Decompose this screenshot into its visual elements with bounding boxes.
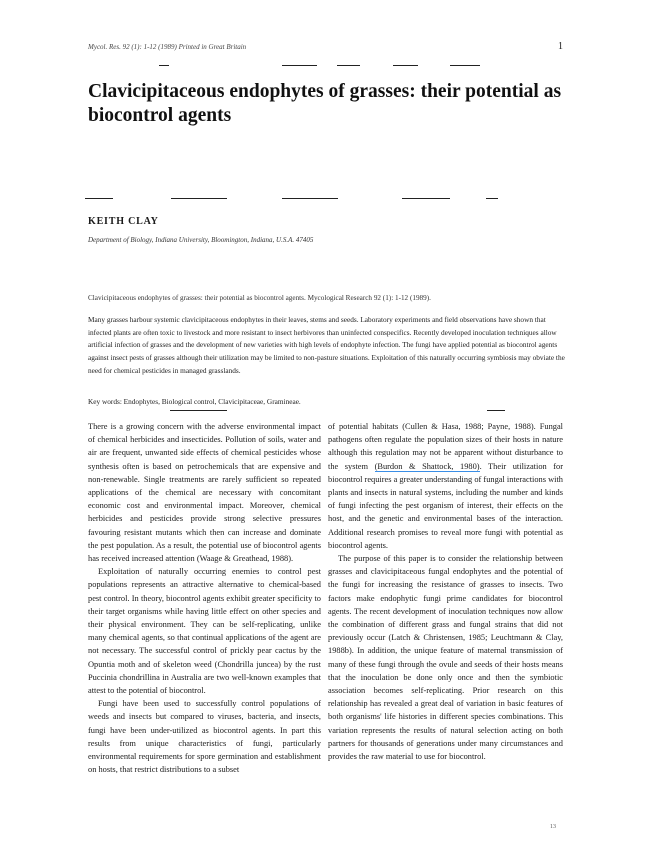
abstract: Many grasses harbour systemic clavicipitaceous endophytes in their leaves, stems and seeds. Laboratory experiments and field observations have shown that infected plants are often toxic to livestock and more resistant to insect herbivores than uninfected conspecifics. Recently developed inoculation techniques allow artificial infection of grasses and the development of new varieties with high levels of endophyte infection. The fungi have applied potential as biocontrol agents against insect pests of grasses although their utilization may be limited to non-pasture situations. Exploitation of this naturally occurring symbiosis may obviate the need for chemical pesticides in managed grasslands.	[88, 315, 565, 375]
body-column-right	[328, 420, 563, 763]
paragraph: Fungi have been used to successfully control populations of weeds and insects but compared to viruses, bacteria, and insects, fungi have been under-utilized as biocontrol agents. In part this results from unique characteristics of fungi, particularly environmental requirements for spore germination and establishment on hosts, that restrict distributions to a subset	[88, 699, 321, 775]
citation-line: Clavicipitaceous endophytes of grasses: their potential as biocontrol agents. Mycological Research 92 (1): 1-12 (1989).	[88, 294, 431, 302]
paragraph: The purpose of this paper is to consider the relationship between grasses and clavicipitaceous fungal endophytes and the potential of the fungi for increasing the resistance of grasses to insects. Two factors make endophytic fungi prime candidates for biocontrol agents. The recent development of inoculation techniques now allow the combination of different grass and fungal strains that did not previously occur (Latch & Christensen, 1985; Leuchtmann & Clay, 1988b). In addition, the unique feature of maternal transmission of many of these fungi through the ovule and seeds of their hosts means that the inoculation be done only once and then the symbiotic association becomes self-replicating. Prior research on this relationship has revealed a great deal of variation in basic features of both organisms' life histories in different species combinations. This variation represents the results of natural selection acting on both partners for thousands of generations under many circumstances and provides the raw material to use for biocontrol.	[328, 554, 563, 762]
keywords: Key words: Endophytes, Biological control, Clavicipitaceae, Gramineae.	[88, 397, 301, 406]
scan-rule	[450, 65, 480, 66]
author-affiliation: Department of Biology, Indiana University, Bloomington, Indiana, U.S.A. 47405	[88, 236, 314, 244]
paragraph-text: . Their utilization for biocontrol requires a greater understanding of fungal interactions with plants and insects in natural systems, including the number and kinds of fungi infecting the pest organism of interest, their effects on the host, and the genetic and environmental bases of the interaction. Additional research promises to reveal more fungi with potential as biocontrol agents.	[328, 461, 563, 550]
scan-rule	[486, 198, 498, 199]
paragraph-text: of potential habitats (Cullen & Hasa, 1988; Payne, 1988). Fungal pathogens often regulate the population sizes of their hosts in nature although this regulation may not be apparent without disturbance to the system	[328, 422, 563, 471]
scan-rule	[85, 198, 113, 199]
reference-link[interactable]: (Burdon & Shattock, 1980)	[374, 461, 480, 471]
paragraph	[328, 420, 563, 552]
page-number: 1	[558, 41, 563, 52]
scan-rule	[402, 198, 450, 199]
running-head: Mycol. Res. 92 (1): 1-12 (1989) Printed in Great Britain	[88, 43, 247, 51]
scan-rule	[171, 198, 227, 199]
paper-title: Clavicipitaceous endophytes of grasses: their potential as biocontrol agents	[88, 81, 562, 126]
paragraph: Exploitation of naturally occurring enemies to control pest populations represents an attractive alternative to chemical-based pest control. In theory, biocontrol agents exhibit greater specificity to their target organisms while having little effect on other species and their physical environment. They can be self-replicating, unlike many chemical agents, so that continual applications of the agent are not necessary. The successful control of prickly pear cactus by the Opuntia moth and of skeleton weed (Chondrilla juncea) by the rust Puccinia chondrillina in Australia are two well-known examples that attest to the potential of biocontrol.	[88, 567, 321, 696]
scan-rule	[282, 198, 338, 199]
author-name: KEITH CLAY	[88, 216, 159, 227]
scan-rule	[170, 410, 227, 411]
scan-rule	[337, 65, 360, 66]
body-column-left	[88, 420, 321, 776]
scan-rule	[487, 410, 505, 411]
scan-rule	[393, 65, 418, 66]
scan-rule	[282, 65, 317, 66]
paragraph: There is a growing concern with the adverse environmental impact of chemical herbicides and insecticides. Pollution of soils, water and air are frequent, unwanted side effects of chemical pesticides whose synthesis often is based on petrochemicals that are expensive and non-renewable. Single treatments are rarely sufficient so repeated applications of the chemical are necessary with concomitant economic cost and environmental impact. Moreover, chemical herbicides and pesticides provide strong selective pressures favouring resistant mutants which then can increase and dominate the pest population. As a result, the potential use of biocontrol agents has received increased attention (Waage & Greathead, 1988).	[88, 422, 321, 564]
scan-rule	[159, 65, 169, 66]
footer-mark: 13	[550, 824, 556, 830]
